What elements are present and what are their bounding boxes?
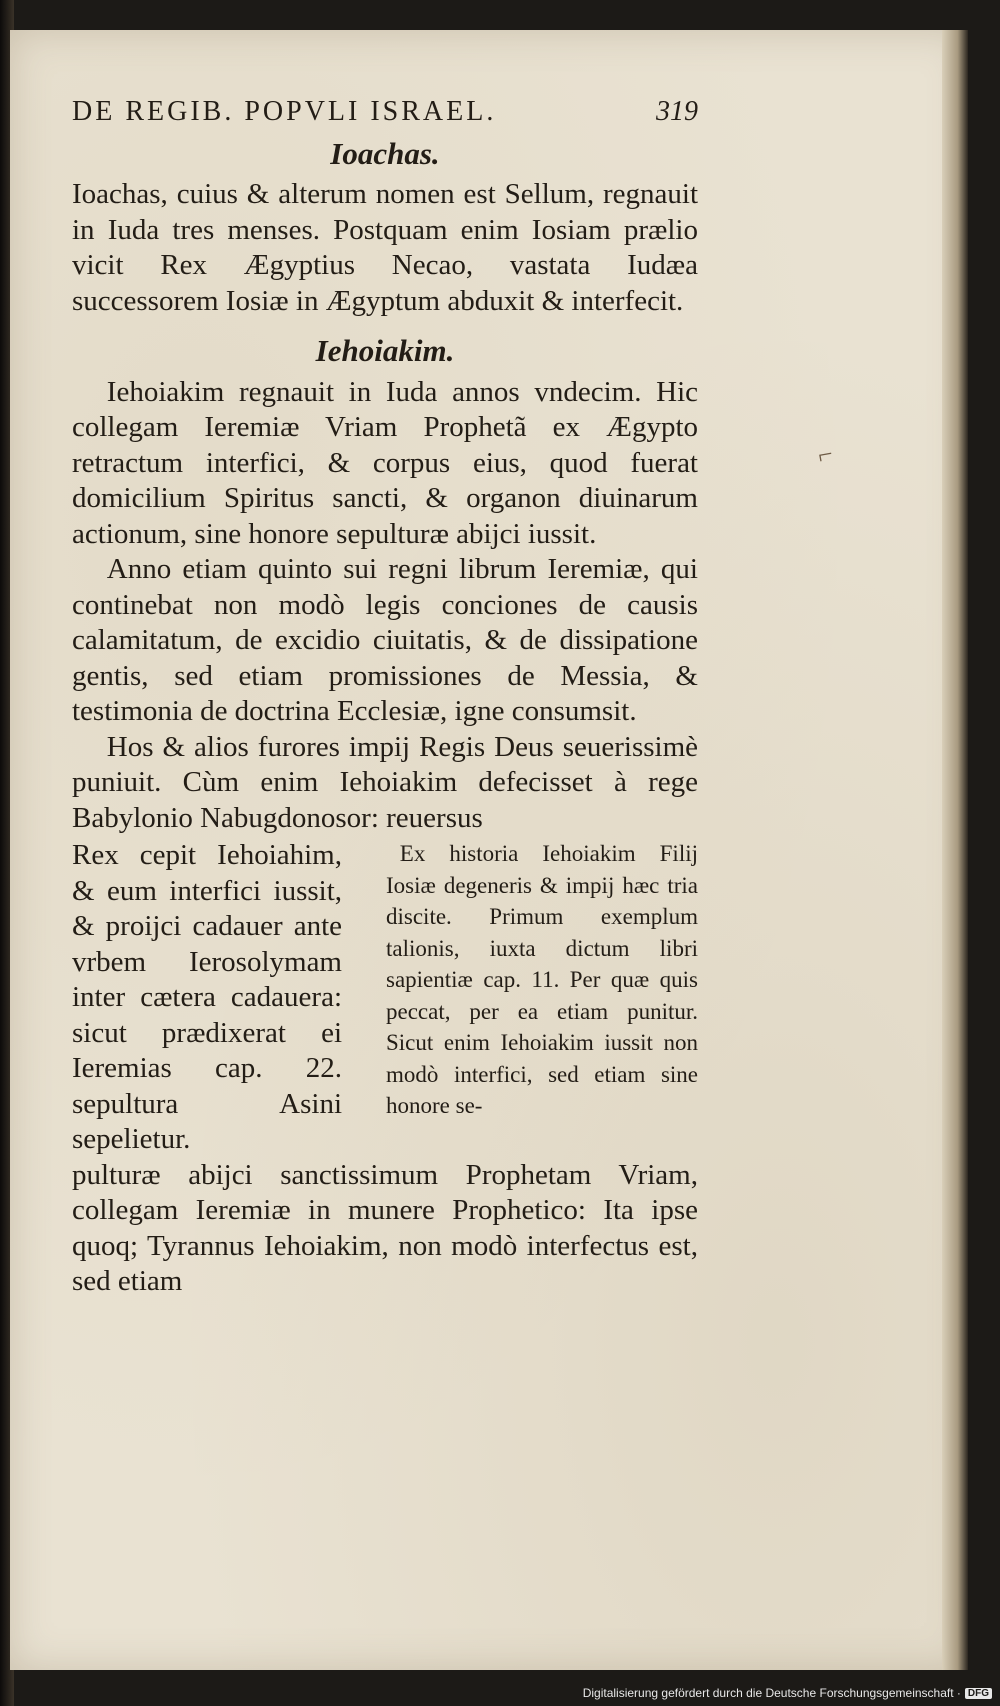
folio-number: 319 (656, 96, 698, 127)
section-heading-iehoiakim: Iehoiakim. (315, 333, 455, 368)
digitization-footer (583, 1686, 992, 1700)
book-page (10, 30, 968, 1670)
paragraph-iehoiakim-3: Hos & alios furores impij Regis Deus seuerissimè puniuit. Cùm enim Iehoiakim defecisset à rege Babylonio Nabugdonosor: reuersus (72, 730, 698, 834)
commentary-text: Ex historia Iehoiakim Filij Iosiæ degeneris & impij hæc tria discite. Primum exemplum talionis, iuxta dictum libri sapientiæ cap. 11. Per quæ quis peccat, per ea etiam punitur. Sicut enim Iehoiakim iussit non modò interfici, sed etiam sine honore se- (386, 841, 698, 1118)
running-head (72, 94, 698, 130)
paragraph-continuation: pulturæ abijci sanctissimum Prophetam Vriam, collegam Ieremiæ in munere Prophetico: Ita ipse quoq; Tyrannus Iehoiakim, non modò interfectus est, sed etiam (72, 1158, 698, 1297)
footer-credit: Digitalisierung gefördert durch die Deutsche Forschungsgemeinschaft · (582, 1686, 961, 1700)
left-column-text: Rex cepit Iehoiahim, & eum interfici iussit, & proijci cadauer ante vrbem Ierosolymam inter cætera cadauera: sicut prædixerat ei Ieremias cap. 22. sepultura Asini sepelietur. (72, 839, 342, 1155)
paragraph-ioachas: Ioachas, cuius & alterum nomen est Sellum, regnauit in Iuda tres menses. Postquam enim Iosiam prælio vicit Rex Ægyptius Necao, vastata Iudæa successorem Iosiæ in Ægyptum abduxit & interfecit. (72, 178, 698, 317)
running-head-title: DE REGIB. POPVLI ISRAEL. (72, 96, 497, 127)
two-column-block (72, 838, 698, 1158)
section-heading-ioachas: Ioachas. (330, 135, 440, 171)
paragraph-iehoiakim-2: Anno etiam quinto sui regni librum Ieremiæ, qui continebat non modò legis conciones de causis calamitatum, de excidio ciuitatis, & de dissipatione gentis, sed etiam promissiones de Messia, & testimonia de doctrina Ecclesiæ, igne consumsit. (72, 553, 698, 727)
pencil-mark: ⌐ (815, 438, 835, 471)
paragraph-iehoiakim-1: Iehoiakim regnauit in Iuda annos vndecim. Hic collegam Ieremiæ Vriam Prophetã ex Ægypto retractum interfici, & corpus eius, quod fuerat domicilium Spiritus sancti, & organon diuinarum actionum, sine honore sepulturæ abijci iussit. (72, 375, 698, 550)
dfg-logo-icon: DFG (965, 1688, 992, 1699)
page-text-block (72, 94, 698, 1300)
page-fold-shadow (942, 30, 968, 1670)
right-column-commentary (386, 838, 698, 1158)
